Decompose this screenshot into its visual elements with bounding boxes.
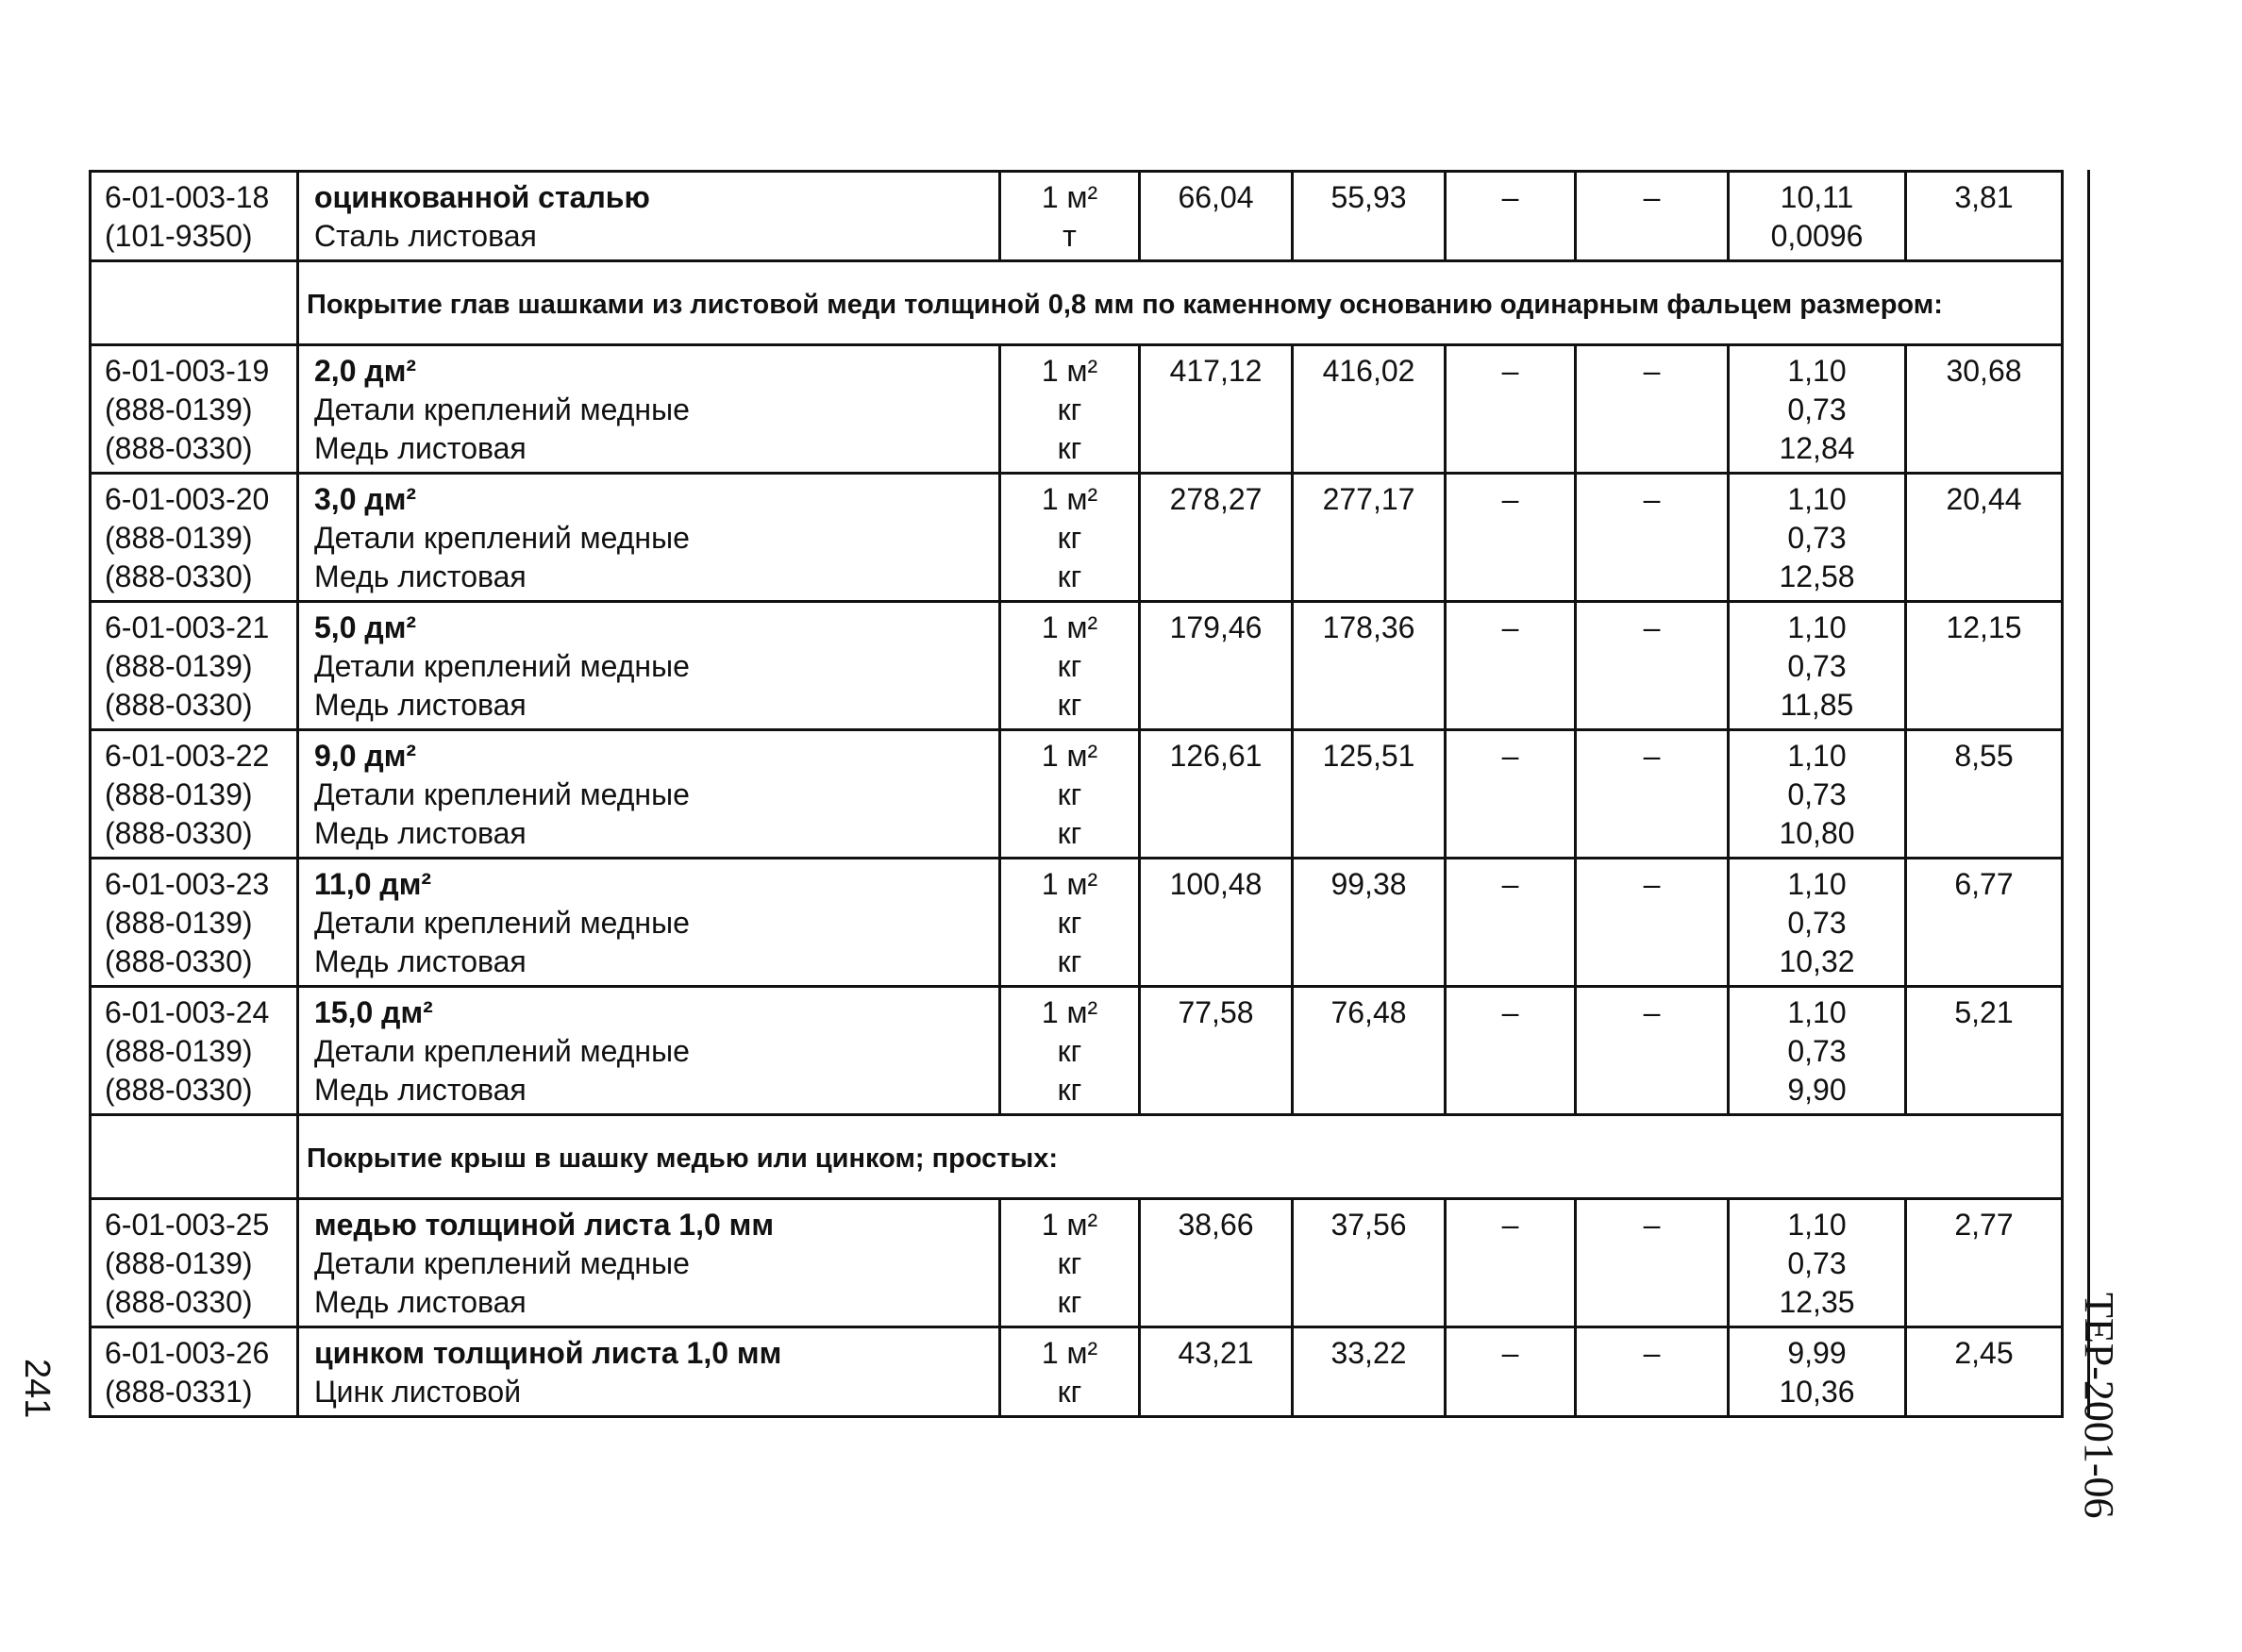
total-cost-cell: [1140, 474, 1293, 602]
item-name: Медь листовая: [314, 688, 527, 722]
table-row: [91, 859, 2063, 987]
labor-cost-cell: [1293, 602, 1446, 730]
material-qty-cell: [1729, 474, 1906, 602]
rate-code-cell: [91, 987, 298, 1115]
item-name: Сталь листовая: [314, 219, 537, 253]
labor-cost-cell: [1293, 172, 1446, 261]
rate-code: (888-0139): [105, 1246, 253, 1280]
page-number: 241: [17, 1359, 57, 1419]
labor-hours-cell: [1906, 730, 2063, 859]
unit: кг: [1057, 777, 1082, 811]
rate-code: 6-01-003-22: [105, 739, 270, 773]
table-row: [91, 345, 2063, 474]
unit-cell: [1000, 1327, 1140, 1417]
total-cost-cell: [1140, 1327, 1293, 1417]
machine-cost: –: [1501, 610, 1519, 644]
rate-code-cell: [91, 172, 298, 261]
section-row: [91, 261, 2063, 345]
labor-cost: 37,56: [1330, 1208, 1407, 1242]
item-name-cell: [298, 859, 1000, 987]
rate-code: 6-01-003-23: [105, 867, 270, 901]
total-cost: 179,46: [1169, 610, 1263, 644]
labor-hours-cell: [1906, 474, 2063, 602]
item-name: Детали креплений медные: [314, 777, 690, 811]
item-name-cell: [298, 172, 1000, 261]
material-qty: 1,10: [1787, 739, 1847, 773]
section-title-cell: [298, 261, 2063, 345]
machine-cost: –: [1501, 180, 1519, 214]
labor-cost: 33,22: [1330, 1336, 1407, 1370]
rate-code: 6-01-003-19: [105, 354, 270, 388]
rate-code: (888-0330): [105, 1285, 253, 1319]
total-cost: 278,27: [1169, 482, 1263, 516]
labor-hours: 20,44: [1946, 482, 2022, 516]
table-row: [91, 730, 2063, 859]
machine-cost-cell: [1446, 172, 1576, 261]
rate-code-cell: [91, 1199, 298, 1327]
labor-hours: 5,21: [1954, 995, 2014, 1029]
labor-hours: 8,55: [1954, 739, 2014, 773]
unit: кг: [1057, 906, 1082, 940]
operator-cost-cell: [1576, 602, 1729, 730]
unit: 1 м²: [1041, 482, 1098, 516]
rate-code: 6-01-003-21: [105, 610, 270, 644]
unit: кг: [1057, 944, 1082, 978]
rate-code: (888-0330): [105, 816, 253, 850]
operator-cost: –: [1643, 867, 1661, 901]
table-row: [91, 602, 2063, 730]
unit: 1 м²: [1041, 1336, 1098, 1370]
unit-cell: [1000, 859, 1140, 987]
rate-code-cell: [91, 1327, 298, 1417]
material-qty: 1,10: [1787, 867, 1847, 901]
total-cost: 38,66: [1178, 1208, 1254, 1242]
labor-cost: 55,93: [1330, 180, 1407, 214]
unit: 1 м²: [1041, 867, 1098, 901]
section-title: Покрытие крыш в шашку медью или цинком; простых:: [307, 1143, 1059, 1174]
machine-cost-cell: [1446, 987, 1576, 1115]
operator-cost: –: [1643, 610, 1661, 644]
material-qty-cell: [1729, 987, 1906, 1115]
total-cost-cell: [1140, 859, 1293, 987]
unit: кг: [1057, 1246, 1082, 1280]
total-cost-cell: [1140, 1199, 1293, 1327]
material-qty: 10,11: [1780, 180, 1854, 214]
item-name: цинком толщиной листа 1,0 мм: [314, 1336, 782, 1370]
item-name: Детали креплений медные: [314, 1034, 690, 1068]
rate-code-cell: [91, 602, 298, 730]
item-name: Детали креплений медные: [314, 521, 690, 555]
operator-cost-cell: [1576, 1327, 1729, 1417]
unit: кг: [1057, 1285, 1082, 1319]
total-cost: 66,04: [1178, 180, 1254, 214]
table-row: [91, 172, 2063, 261]
unit: 1 м²: [1041, 610, 1098, 644]
rate-code: (888-0139): [105, 521, 253, 555]
operator-cost: –: [1643, 739, 1661, 773]
material-qty: 1,10: [1787, 482, 1847, 516]
unit: 1 м²: [1041, 354, 1098, 388]
material-qty: 9,90: [1787, 1073, 1847, 1107]
unit: кг: [1057, 431, 1082, 465]
unit: 1 м²: [1041, 180, 1098, 214]
item-name-cell: [298, 602, 1000, 730]
rate-code-cell: [91, 474, 298, 602]
unit: кг: [1057, 559, 1082, 593]
rate-code: (888-0330): [105, 944, 253, 978]
unit-cell: [1000, 730, 1140, 859]
machine-cost: –: [1501, 354, 1519, 388]
item-name: Медь листовая: [314, 1285, 527, 1319]
machine-cost-cell: [1446, 1199, 1576, 1327]
machine-cost-cell: [1446, 602, 1576, 730]
unit: кг: [1057, 688, 1082, 722]
table-row: [91, 1327, 2063, 1417]
material-qty: 0,73: [1787, 1034, 1847, 1068]
item-name: Медь листовая: [314, 1073, 527, 1107]
material-qty: 10,32: [1779, 944, 1855, 978]
labor-hours-cell: [1906, 602, 2063, 730]
item-name: Медь листовая: [314, 431, 527, 465]
item-name: Детали креплений медные: [314, 906, 690, 940]
operator-cost-cell: [1576, 172, 1729, 261]
item-name: Детали креплений медные: [314, 392, 690, 426]
rate-code-cell: [91, 345, 298, 474]
total-cost-cell: [1140, 172, 1293, 261]
operator-cost: –: [1643, 995, 1661, 1029]
material-qty-cell: [1729, 1327, 1906, 1417]
table-row: [91, 1199, 2063, 1327]
item-name: 9,0 дм²: [314, 739, 417, 773]
operator-cost: –: [1643, 180, 1661, 214]
unit: кг: [1057, 392, 1082, 426]
total-cost-cell: [1140, 345, 1293, 474]
material-qty: 0,0096: [1770, 219, 1864, 253]
section-code-cell: [91, 261, 298, 345]
material-qty-cell: [1729, 730, 1906, 859]
labor-cost-cell: [1293, 1199, 1446, 1327]
unit: т: [1062, 219, 1077, 253]
labor-cost-cell: [1293, 474, 1446, 602]
unit: кг: [1057, 1073, 1082, 1107]
labor-cost-cell: [1293, 859, 1446, 987]
item-name: 15,0 дм²: [314, 995, 433, 1029]
document-code: ТЕР-2001-06: [2076, 1293, 2122, 1519]
operator-cost: –: [1643, 1208, 1661, 1242]
margin-rule: [2087, 170, 2090, 1415]
total-cost: 126,61: [1169, 739, 1263, 773]
labor-hours-cell: [1906, 1327, 2063, 1417]
unit-cell: [1000, 474, 1140, 602]
item-name: 11,0 дм²: [314, 867, 432, 901]
labor-cost: 416,02: [1322, 354, 1415, 388]
item-name: оцинкованной сталью: [314, 180, 650, 214]
machine-cost: –: [1501, 1336, 1519, 1370]
rate-code: 6-01-003-18: [105, 180, 270, 214]
item-name: 2,0 дм²: [314, 354, 417, 388]
machine-cost-cell: [1446, 345, 1576, 474]
machine-cost-cell: [1446, 859, 1576, 987]
total-cost: 77,58: [1178, 995, 1254, 1029]
material-qty: 1,10: [1787, 995, 1847, 1029]
labor-cost: 76,48: [1330, 995, 1407, 1029]
total-cost-cell: [1140, 730, 1293, 859]
section-title: Покрытие глав шашками из листовой меди толщиной 0,8 мм по каменному основанию одинарным фальцем размером:: [307, 289, 1943, 320]
material-qty: 1,10: [1787, 610, 1847, 644]
labor-hours: 6,77: [1954, 867, 2014, 901]
operator-cost-cell: [1576, 987, 1729, 1115]
machine-cost: –: [1501, 739, 1519, 773]
item-name: Медь листовая: [314, 816, 527, 850]
material-qty-cell: [1729, 172, 1906, 261]
rate-code: 6-01-003-24: [105, 995, 270, 1029]
table-row: [91, 987, 2063, 1115]
rate-code: (888-0330): [105, 688, 253, 722]
labor-cost-cell: [1293, 730, 1446, 859]
labor-hours-cell: [1906, 1199, 2063, 1327]
machine-cost: –: [1501, 1208, 1519, 1242]
item-name: 3,0 дм²: [314, 482, 417, 516]
material-qty: 0,73: [1787, 906, 1847, 940]
labor-cost: 277,17: [1322, 482, 1415, 516]
table-row: [91, 474, 2063, 602]
material-qty: 0,73: [1787, 777, 1847, 811]
unit: 1 м²: [1041, 995, 1098, 1029]
material-qty: 0,73: [1787, 649, 1847, 683]
item-name-cell: [298, 1327, 1000, 1417]
rate-code: (888-0330): [105, 559, 253, 593]
machine-cost: –: [1501, 995, 1519, 1029]
operator-cost-cell: [1576, 730, 1729, 859]
machine-cost: –: [1501, 867, 1519, 901]
material-qty: 12,58: [1779, 559, 1855, 593]
material-qty: 1,10: [1787, 354, 1847, 388]
material-qty: 1,10: [1787, 1208, 1847, 1242]
rate-code: (101-9350): [105, 219, 253, 253]
labor-hours: 2,77: [1954, 1208, 2014, 1242]
rate-code: 6-01-003-20: [105, 482, 270, 516]
total-cost: 100,48: [1169, 867, 1263, 901]
operator-cost-cell: [1576, 1199, 1729, 1327]
labor-cost-cell: [1293, 1327, 1446, 1417]
labor-cost: 178,36: [1322, 610, 1415, 644]
material-qty: 9,99: [1787, 1336, 1847, 1370]
item-name: 5,0 дм²: [314, 610, 417, 644]
labor-cost-cell: [1293, 987, 1446, 1115]
machine-cost-cell: [1446, 730, 1576, 859]
labor-cost: 99,38: [1330, 867, 1407, 901]
unit: кг: [1057, 649, 1082, 683]
operator-cost: –: [1643, 482, 1661, 516]
labor-hours: 30,68: [1946, 354, 2022, 388]
machine-cost-cell: [1446, 1327, 1576, 1417]
material-qty: 10,80: [1779, 816, 1855, 850]
item-name: Детали креплений медные: [314, 649, 690, 683]
total-cost: 417,12: [1169, 354, 1263, 388]
unit: кг: [1057, 1034, 1082, 1068]
labor-hours-cell: [1906, 859, 2063, 987]
rate-code: (888-0139): [105, 777, 253, 811]
unit: 1 м²: [1041, 1208, 1098, 1242]
item-name: Цинк листовой: [314, 1375, 522, 1409]
operator-cost: –: [1643, 1336, 1661, 1370]
unit: кг: [1057, 816, 1082, 850]
item-name-cell: [298, 987, 1000, 1115]
item-name-cell: [298, 474, 1000, 602]
labor-hours: 3,81: [1954, 180, 2014, 214]
material-qty-cell: [1729, 1199, 1906, 1327]
material-qty-cell: [1729, 859, 1906, 987]
rate-code-cell: [91, 730, 298, 859]
total-cost-cell: [1140, 987, 1293, 1115]
operator-cost-cell: [1576, 345, 1729, 474]
unit: кг: [1057, 521, 1082, 555]
material-qty: 10,36: [1779, 1375, 1855, 1409]
unit: кг: [1057, 1375, 1082, 1409]
material-qty-cell: [1729, 345, 1906, 474]
rate-code: 6-01-003-25: [105, 1208, 270, 1242]
rate-code: (888-0139): [105, 649, 253, 683]
labor-hours-cell: [1906, 172, 2063, 261]
item-name: Медь листовая: [314, 944, 527, 978]
section-row: [91, 1115, 2063, 1199]
unit-cell: [1000, 1199, 1140, 1327]
total-cost-cell: [1140, 602, 1293, 730]
labor-hours: 2,45: [1954, 1336, 2014, 1370]
unit-cell: [1000, 172, 1140, 261]
item-name-cell: [298, 1199, 1000, 1327]
material-qty: 12,84: [1779, 431, 1855, 465]
material-qty: 11,85: [1780, 688, 1854, 722]
item-name-cell: [298, 345, 1000, 474]
total-cost: 43,21: [1178, 1336, 1254, 1370]
rate-code: (888-0331): [105, 1375, 253, 1409]
labor-hours: 12,15: [1946, 610, 2022, 644]
unit-cell: [1000, 987, 1140, 1115]
material-qty: 0,73: [1787, 521, 1847, 555]
rate-code: (888-0330): [105, 431, 253, 465]
rate-code: (888-0139): [105, 1034, 253, 1068]
rates-table: [89, 170, 2064, 1418]
labor-hours-cell: [1906, 987, 2063, 1115]
item-name-cell: [298, 730, 1000, 859]
unit: 1 м²: [1041, 739, 1098, 773]
labor-cost-cell: [1293, 345, 1446, 474]
rate-code: (888-0330): [105, 1073, 253, 1107]
item-name: медью толщиной листа 1,0 мм: [314, 1208, 774, 1242]
labor-hours-cell: [1906, 345, 2063, 474]
section-title-cell: [298, 1115, 2063, 1199]
material-qty: 0,73: [1787, 1246, 1847, 1280]
unit-cell: [1000, 602, 1140, 730]
material-qty: 12,35: [1779, 1285, 1855, 1319]
unit-cell: [1000, 345, 1140, 474]
rate-code: (888-0139): [105, 906, 253, 940]
material-qty-cell: [1729, 602, 1906, 730]
machine-cost: –: [1501, 482, 1519, 516]
material-qty: 0,73: [1787, 392, 1847, 426]
rate-code-cell: [91, 859, 298, 987]
rate-code: 6-01-003-26: [105, 1336, 270, 1370]
item-name: Медь листовая: [314, 559, 527, 593]
operator-cost: –: [1643, 354, 1661, 388]
operator-cost-cell: [1576, 859, 1729, 987]
section-code-cell: [91, 1115, 298, 1199]
operator-cost-cell: [1576, 474, 1729, 602]
machine-cost-cell: [1446, 474, 1576, 602]
item-name: Детали креплений медные: [314, 1246, 690, 1280]
labor-cost: 125,51: [1322, 739, 1415, 773]
rate-code: (888-0139): [105, 392, 253, 426]
